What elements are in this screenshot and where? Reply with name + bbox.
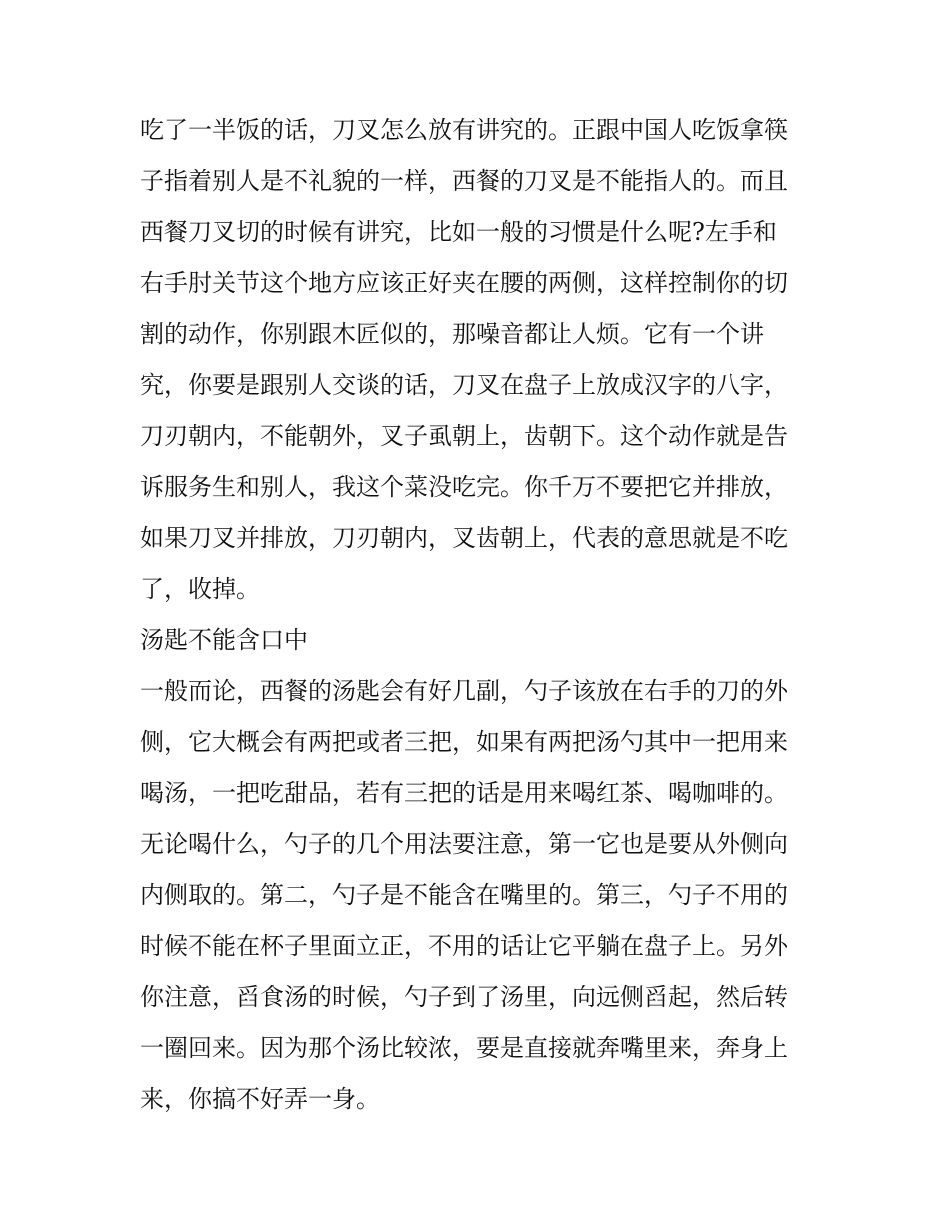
paragraph-line: 子指着别人是不礼貌的一样，西餐的刀叉是不能指人的。而且 xyxy=(140,167,788,195)
paragraph-line: 喝汤，一把吃甜品，若有三把的话是用来喝红茶、喝咖啡的。 xyxy=(140,779,788,807)
paragraph-line: 一般而论，西餐的汤匙会有好几副，勺子该放在右手的刀的外 xyxy=(140,677,788,705)
paragraph-line: 诉服务生和别人，我这个菜没吃完。你千万不要把它并排放， xyxy=(140,473,788,501)
paragraph-line: 了，收掉。 xyxy=(140,575,260,603)
paragraph-line: 来，你搞不好弄一身。 xyxy=(140,1085,380,1113)
paragraph-line: 右手肘关节这个地方应该正好夹在腰的两侧，这样控制你的切 xyxy=(140,269,788,297)
paragraph-line: 一圈回来。因为那个汤比较浓，要是直接就奔嘴里来，奔身上 xyxy=(140,1034,788,1062)
paragraph-line: 无论喝什么，勺子的几个用法要注意，第一它也是要从外侧向 xyxy=(140,830,788,858)
paragraph-line: 时候不能在杯子里面立正，不用的话让它平躺在盘子上。另外 xyxy=(140,932,788,960)
paragraph-knife-fork xyxy=(140,105,820,615)
paragraph-line: 内侧取的。第二，勺子是不能含在嘴里的。第三，勺子不用的 xyxy=(140,881,788,909)
paragraph-spoon xyxy=(140,666,820,1125)
document-body xyxy=(140,105,820,1125)
paragraph-line: 你注意，舀食汤的时候，勺子到了汤里，向远侧舀起，然后转 xyxy=(140,983,788,1011)
paragraph-line: 侧，它大概会有两把或者三把，如果有两把汤勺其中一把用来 xyxy=(140,728,788,756)
paragraph-line: 吃了一半饭的话，刀叉怎么放有讲究的。正跟中国人吃饭拿筷 xyxy=(140,116,788,144)
section-heading: 汤匙不能含口中 xyxy=(140,626,308,654)
paragraph-line: 究，你要是跟别人交谈的话，刀叉在盘子上放成汉字的八字， xyxy=(140,371,788,399)
paragraph-line: 割的动作，你别跟木匠似的，那噪音都让人烦。它有一个讲 xyxy=(140,320,764,348)
paragraph-line: 刀刃朝内，不能朝外，叉子虱朝上，齿朝下。这个动作就是告 xyxy=(140,422,788,450)
paragraph-line: 西餐刀叉切的时候有讲究，比如一般的习惯是什么呢?左手和 xyxy=(140,218,777,246)
paragraph-line: 如果刀叉并排放，刀刃朝内，叉齿朝上，代表的意思就是不吃 xyxy=(140,524,788,552)
